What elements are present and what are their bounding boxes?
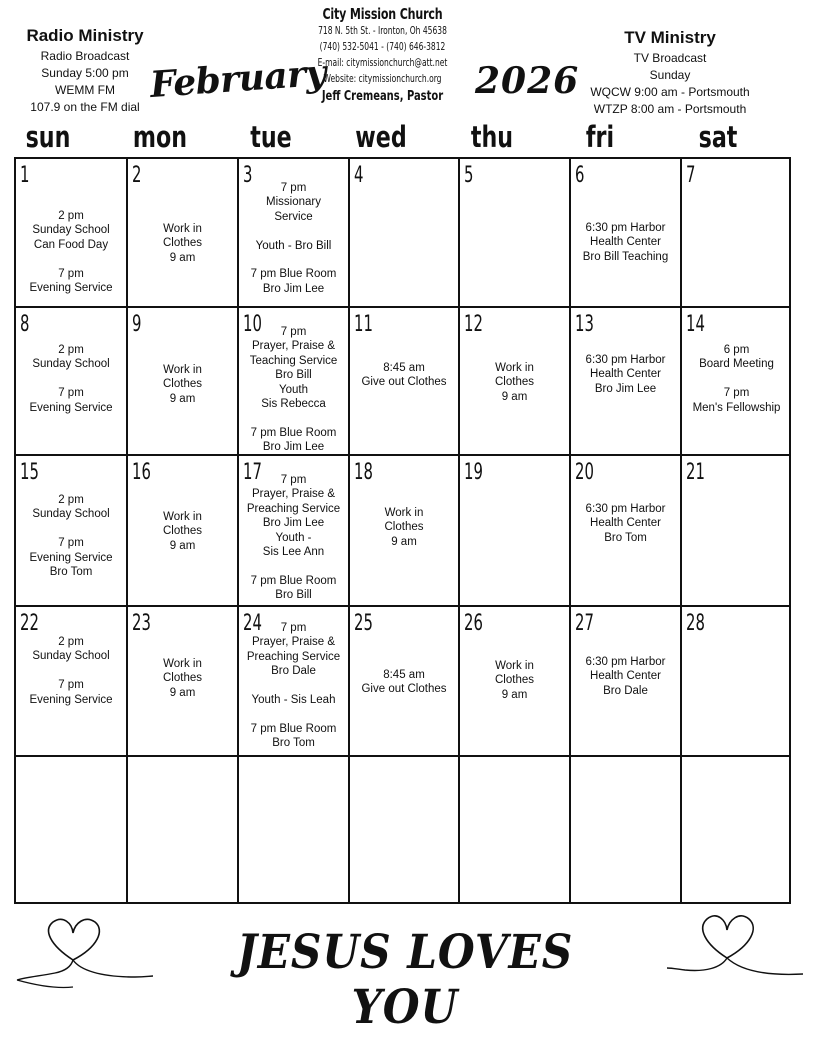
day-events: Work in Clothes 9 am <box>163 223 202 264</box>
day-cell-12 <box>460 308 569 454</box>
day-cell-21 <box>682 456 791 605</box>
day-cell-15 <box>16 456 126 605</box>
day-cell-14 <box>682 308 791 454</box>
day-number: 13 <box>575 312 594 337</box>
day-events: 2 pm Sunday School 7 pm Evening Service Bro Tom <box>29 494 113 579</box>
day-cell-23 <box>128 607 237 755</box>
day-cell-28 <box>682 607 791 755</box>
day-cell-19 <box>460 456 569 605</box>
day-number: 21 <box>686 460 705 485</box>
radio-ministry-title: Radio Ministry <box>26 26 144 45</box>
tv-line: WTZP 8:00 am - Portsmouth <box>593 102 747 116</box>
weekday-wed: wed <box>355 120 407 154</box>
day-number: 26 <box>464 611 483 636</box>
day-number: 10 <box>243 312 262 337</box>
church-phone: (740) 532-5041 - (740) 646-3812 <box>319 41 446 53</box>
day-cell-27 <box>571 607 680 755</box>
day-number: 18 <box>354 460 373 485</box>
day-number: 16 <box>132 460 151 485</box>
day-events: Work in Clothes 9 am <box>163 364 202 405</box>
weekday-fri: fri <box>585 120 615 154</box>
radio-line: Radio Broadcast <box>40 49 130 63</box>
tv-line: WQCW 9:00 am - Portsmouth <box>590 85 750 99</box>
day-number: 8 <box>20 312 30 337</box>
day-number: 19 <box>464 460 483 485</box>
day-number: 2 <box>132 163 142 188</box>
year-title: 2026 <box>475 60 580 102</box>
day-events: 6:30 pm Harbor Health Center Bro Bill Teaching <box>582 222 669 263</box>
heart-doodle-right-icon <box>665 900 805 985</box>
tv-line: TV Broadcast <box>633 51 707 65</box>
day-events: 6:30 pm Harbor Health Center Bro Tom <box>585 503 666 544</box>
day-cell-10 <box>239 308 348 454</box>
day-number: 7 <box>686 163 696 188</box>
weekday-mon: mon <box>132 120 188 154</box>
day-events: 6:30 pm Harbor Health Center Bro Dale <box>585 656 666 697</box>
church-name: City Mission Church <box>322 5 443 23</box>
radio-ministry-block <box>10 26 160 116</box>
day-events: 6:30 pm Harbor Health Center Bro Jim Lee <box>585 354 666 395</box>
day-number: 27 <box>575 611 594 636</box>
day-number: 17 <box>243 460 262 485</box>
day-cell-16 <box>128 456 237 605</box>
day-cell-17 <box>239 456 348 605</box>
day-cell-26 <box>460 607 569 755</box>
tv-ministry-title: TV Ministry <box>624 28 716 47</box>
day-number: 11 <box>354 312 373 337</box>
day-cell-8 <box>16 308 126 454</box>
footer-slogan: JESUS LOVES YOU <box>236 925 574 1035</box>
day-number: 24 <box>243 611 262 636</box>
day-cell-9 <box>128 308 237 454</box>
day-cell-11 <box>350 308 458 454</box>
day-events: 2 pm Sunday School 7 pm Evening Service <box>29 344 113 414</box>
weekday-tue: tue <box>250 120 292 154</box>
weekday-sun: sun <box>25 120 71 154</box>
day-number: 5 <box>464 163 474 188</box>
radio-line: 107.9 on the FM dial <box>30 100 140 114</box>
church-email: E-mail: citymissionchurch@att.net <box>317 57 448 69</box>
day-cell-25 <box>350 607 458 755</box>
day-number: 12 <box>464 312 483 337</box>
weekday-thu: thu <box>470 120 514 154</box>
day-cell-22 <box>16 607 126 755</box>
day-cell-4 <box>350 159 458 306</box>
heart-doodle-left-icon <box>15 905 155 990</box>
day-events: Work in Clothes 9 am <box>495 362 534 403</box>
day-events: 7 pm Missionary Service Youth - Bro Bill 7 pm Blue Room Bro Jim Lee <box>250 182 337 295</box>
day-cell-13 <box>571 308 680 454</box>
church-website: Website: citymissionchurch.org <box>323 73 442 85</box>
day-cell-7 <box>682 159 791 306</box>
day-number: 20 <box>575 460 594 485</box>
day-cell-6 <box>571 159 680 306</box>
day-events: 7 pm Prayer, Praise & Preaching Service Bro Dale Youth - Sis Leah 7 pm Blue Room Bro Tom <box>246 622 341 750</box>
radio-line: Sunday 5:00 pm <box>41 66 129 80</box>
day-events: Work in Clothes 9 am <box>163 511 202 552</box>
day-events: Work in Clothes 9 am <box>495 660 534 701</box>
grid-line <box>16 755 789 757</box>
month-title: February <box>148 51 328 107</box>
radio-line: WEMM FM <box>55 83 115 97</box>
day-number: 6 <box>575 163 585 188</box>
day-events: 8:45 am Give out Clothes <box>361 669 447 696</box>
day-number: 23 <box>132 611 151 636</box>
day-cell-18 <box>350 456 458 605</box>
day-events: 6 pm Board Meeting 7 pm Men's Fellowship <box>692 344 781 414</box>
weekday-sat: sat <box>698 120 738 154</box>
day-number: 22 <box>20 611 39 636</box>
day-number: 4 <box>354 163 364 188</box>
day-number: 9 <box>132 312 142 337</box>
day-number: 25 <box>354 611 373 636</box>
day-cell-5 <box>460 159 569 306</box>
tv-ministry-block <box>565 28 775 118</box>
day-events: 7 pm Prayer, Praise & Teaching Service Bro Bill Youth Sis Rebecca 7 pm Blue Room Bro Jim Lee <box>249 326 338 454</box>
day-events: Work in Clothes 9 am <box>163 658 202 699</box>
day-number: 3 <box>243 163 253 188</box>
day-number: 14 <box>686 312 705 337</box>
day-events: Work in Clothes 9 am <box>384 507 424 548</box>
day-number: 1 <box>20 163 30 188</box>
day-cell-3 <box>239 159 348 306</box>
calendar-grid <box>14 157 791 904</box>
church-address: 718 N. 5th St. - Ironton, Oh 45638 <box>318 25 447 37</box>
day-events: 2 pm Sunday School 7 pm Evening Service <box>29 636 113 706</box>
tv-line: Sunday <box>649 68 691 82</box>
day-events: 8:45 am Give out Clothes <box>361 362 447 389</box>
day-cell-1 <box>16 159 126 306</box>
day-cell-24 <box>239 607 348 755</box>
day-events: 7 pm Prayer, Praise & Preaching Service Bro Jim Lee Youth - Sis Lee Ann 7 pm Blue Room Bro Bill <box>246 474 341 602</box>
day-cell-20 <box>571 456 680 605</box>
day-number: 28 <box>686 611 705 636</box>
day-number: 15 <box>20 460 39 485</box>
day-cell-2 <box>128 159 237 306</box>
church-pastor: Jeff Cremeans, Pastor <box>321 88 444 104</box>
day-events: 2 pm Sunday School Can Food Day 7 pm Evening Service <box>29 210 113 295</box>
